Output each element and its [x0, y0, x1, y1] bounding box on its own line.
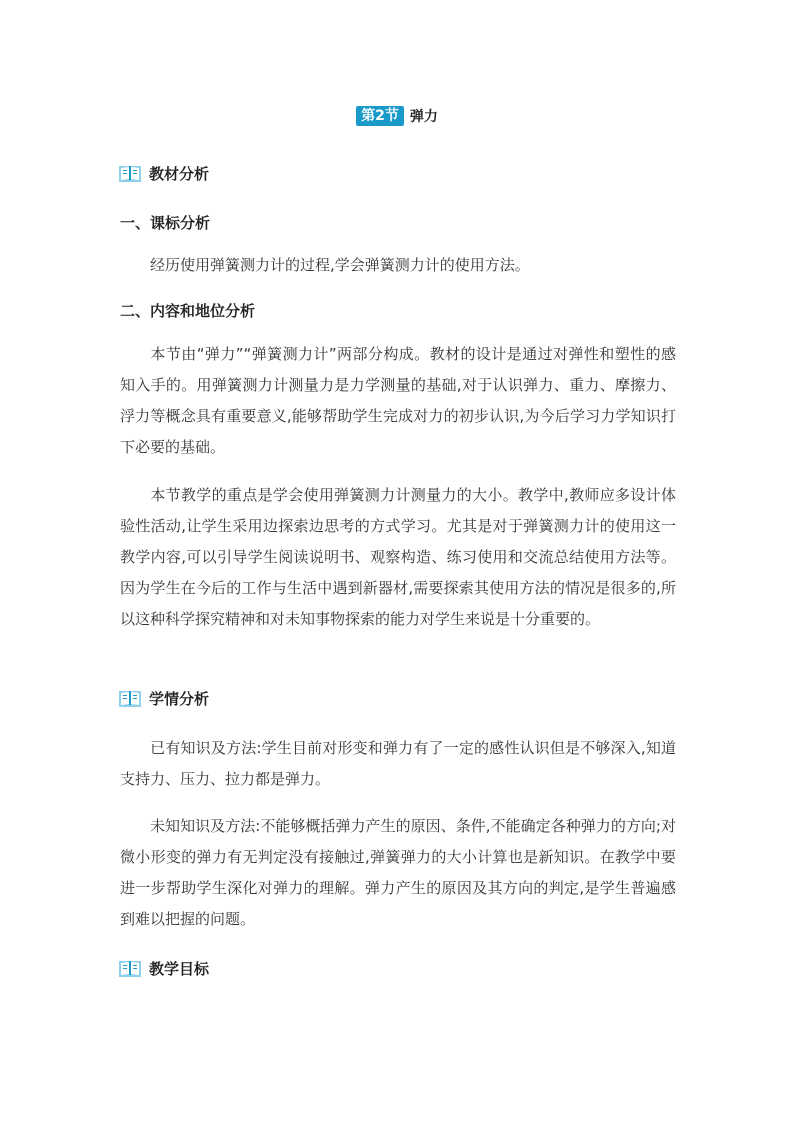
- paragraph-content-1: 本节由“弹力”“弹簧测力计”两部分构成。教材的设计是通过对弹性和塑性的感知入手的。用弹簧测力计测量力是力学测量的基础,对于认识弹力、重力、摩擦力、浮力等概念具有重要意义,能够帮助学生完成对力的初步认识,为今后学习力学知识打下必要的基础。: [120, 345, 676, 456]
- paragraph-curriculum: 经历使用弹簧测力计的过程,学会弹簧测力计的使用方法。: [150, 256, 530, 274]
- sub-heading-curriculum: 一、课标分析: [120, 214, 211, 232]
- open-book-icon: [119, 959, 141, 977]
- heading-label: 教材分析: [149, 164, 210, 183]
- page-title: 弹力: [409, 109, 438, 125]
- section-title-row: [0, 104, 794, 128]
- open-book-icon: [119, 164, 141, 182]
- sub-heading-content: 二、内容和地位分析: [120, 302, 256, 320]
- paragraph-student-1: 已有知识及方法:学生目前对形变和弹力有了一定的感性认识但是不够深入,知道支持力、压力、拉力都是弹力。: [120, 739, 676, 788]
- paragraph-content-2: 本节教学的重点是学会使用弹簧测力计测量力的大小。教学中,教师应多设计体验性活动,让学生采用边探索边思考的方式学习。尤其是对于弹簧测力计的使用这一教学内容,可以引导学生阅读说明书、观察构造、练习使用和交流总结使用方法等。因为学生在今后的工作与生活中遇到新器材,需要探索其使用方法的情况是很多的,所以这种科学探究精神和对未知事物探索的能力对学生来说是十分重要的。: [120, 486, 676, 628]
- section-number-badge: 第2节: [356, 106, 404, 126]
- open-book-icon: [119, 689, 141, 707]
- heading-teaching-goals: [119, 956, 209, 980]
- heading-label: 学情分析: [149, 689, 210, 708]
- paragraph-student-2: 未知知识及方法:不能够概括弹力产生的原因、条件,不能确定各种弹力的方向;对微小形变的弹力有无判定没有接触过,弹簧弹力的大小计算也是新知识。在教学中要进一步帮助学生深化对弹力的理解。弹力产生的原因及其方向的判定,是学生普遍感到难以把握的问题。: [120, 817, 676, 928]
- heading-student-analysis: [119, 686, 209, 710]
- heading-label: 教学目标: [149, 959, 210, 978]
- heading-textbook-analysis: [119, 161, 209, 185]
